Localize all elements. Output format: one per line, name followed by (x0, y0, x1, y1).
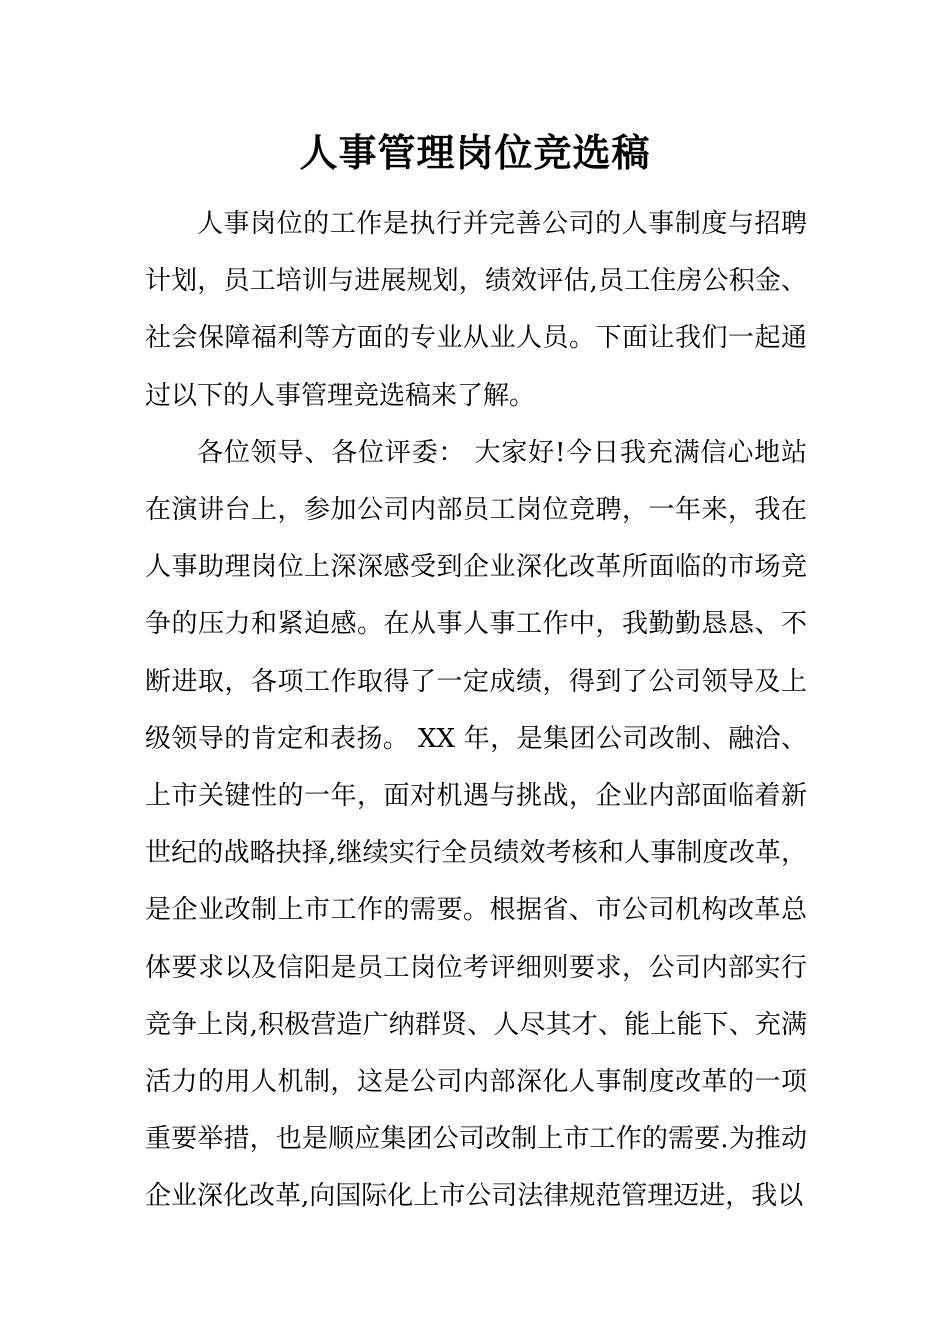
document-title: 人事管理岗位竞选稿 (299, 131, 651, 175)
speech-paragraph: 各位领导、各位评委： 大家好!今日我充满信心地站在演讲台上，参加公司内部员工岗位竞聘，一年来，我在人事助理岗位上深深感受到企业深化改革所面临的市场竞争的压力和紧迫感。在从事人事工作中，我勤勤恳恳、不断进取，各项工作取得了一定成绩，得到了公司领导及上级领导的肯定和表扬。 XX 年，是集团公司改制、融洽、上市关键性的一年，面对机遇与挑战，企业内部面临着新世纪的战略抉择,继续实行全员绩效考核和人事制度改革，是企业改制上市工作的需要。根据省、市公司机构改革总体要求以及信阳是员工岗位考评细则要求，公司内部实行竞争上岗,积极营造广纳群贤、人尽其才、能上能下、充满活力的用人机制，这是公司内部深化人事制度改革的一项重要举措，也是顺应集团公司改制上市工作的需要.为推动企业深化改革,向国际化上市公司法律规范管理迈进，我以 (145, 437, 807, 1212)
intro-paragraph: 人事岗位的工作是执行并完善公司的人事制度与招聘计划，员工培训与进展规划，绩效评估,员工住房公积金、社会保障福利等方面的专业从业人员。下面让我们一起通过以下的人事管理竞选稿来了解。 (145, 209, 807, 411)
document-body (145, 196, 807, 1226)
